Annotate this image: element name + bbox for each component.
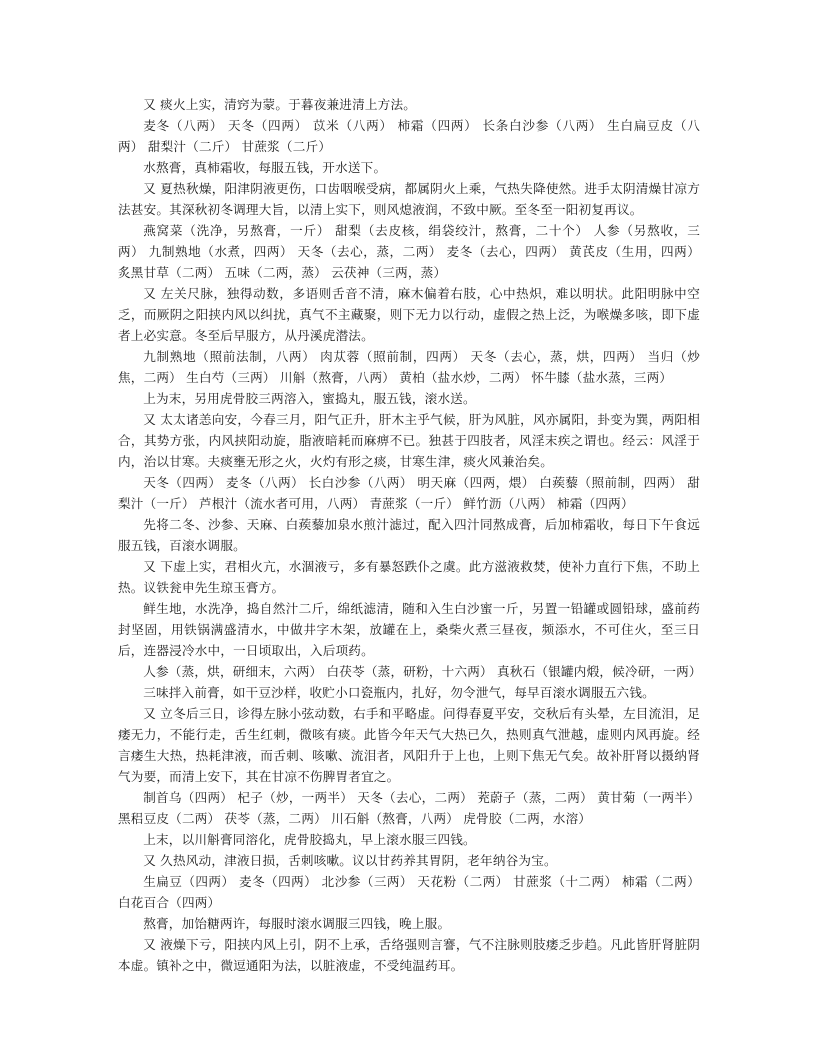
paragraph: 又 太太诸恙向安，今春三月，阳气正升，肝木主乎气候，肝为风脏，风亦属阳，卦变为巽，两阳相合，其势方张，内风挟阳动旋，脂液暗耗而麻痹不已。独甚于四肢者，风淫末疾之谓也。经云：风淫于内，治以甘寒。夫痰壅无形之火，火灼有形之痰，甘寒生津，痰火风兼治矣。 (118, 412, 700, 469)
paragraph: 又 下虚上实，君相火亢，水涸液亏，多有暴怒跌仆之虞。此方滋液救焚，使补力直行下焦，不助上热。议铁瓮申先生琼玉膏方。 (118, 559, 700, 595)
paragraph: 人参（蒸，烘，研细末，六两） 白茯苓（蒸，研粉，十六两） 真秋石（银罐内煅，候冷研，一两） (143, 664, 702, 679)
paragraph: 熬膏，加饴糖两许，每服时滚水调服三四钱，晚上服。 (143, 916, 451, 931)
paragraph: 又 液燥下亏，阳挟内风上引，阴不上承，舌络强则言謇，气不注脉则肢痿乏步趋。凡此皆肝肾脏阴本虚。镇补之中，微逗通阳为法，以脏液虚，不受纯温药耳。 (118, 937, 700, 973)
paragraph: 鲜生地，水洗净，捣自然汁二斤，绵纸滤清，随和入生白沙蜜一斤，另置一铅罐或圆铅球，盛前药封坚固，用铁锅满盛清水，中做井字木架，放罐在上，桑柴火煮三昼夜，频添水，不可住火，至三日后，连器浸冷水中，一日顷取出，入后项药。 (118, 601, 700, 658)
paragraph: 又 立冬后三日，诊得左脉小弦动数，右手和平略虚。问得春夏平安，交秋后有头晕，左目流泪，足痿无力，不能行走，舌生红刺，微咳有痰。此皆今年天气大热已久，热则真气泄越，虚则内风再旋。经言痿生大热，热耗津液，而舌刺、咳嗽、流泪者，风阳升于上也，上则下焦无气矣。故补肝肾以摄纳肾气为要，而清上安下，其在甘凉不伤脾胃者宜之。 (118, 706, 700, 784)
paragraph: 生扁豆（四两） 麦冬（四两） 北沙参（三两） 天花粉（二两） 甘蔗浆（十二两） 柿霜（二两） 白花百合（四两） (118, 874, 700, 910)
paragraph: 先将二冬、沙参、天麻、白蒺藜加泉水煎汁滤过，配入四汁同熬成膏，后加柿霜收，每日下午食远服五钱，百滚水调服。 (118, 517, 700, 553)
paragraph: 又 久热风动，津液日损，舌刺咳嗽。议以甘药养其胃阴，老年纳谷为宝。 (143, 853, 557, 868)
paragraph: 又 夏热秋燥，阳津阴液更伤，口齿咽喉受病，都属阴火上乘，气热失降使然。进手太阴清燥甘凉方法甚安。其深秋初冬调理大旨，以清上实下，则风熄液润，不致中厥。至冬至一阳初复再议。 (118, 181, 700, 217)
paragraph: 上末，以川斛膏同溶化，虎骨胶捣丸，早上滚水服三四钱。 (143, 832, 476, 847)
paragraph: 麦冬（八两） 天冬（四两） 苡米（八两） 柿霜（四两） 长条白沙参（八两） 生白扁豆皮（八两） 甜梨汁（二斤） 甘蔗浆（二斤） (118, 118, 700, 154)
document-page (118, 94, 700, 976)
paragraph: 又 左关尺脉，独得动数，多语则舌音不清，麻木偏着右肢，心中热炽，难以明状。此阳明脉中空乏，而厥阴之阳挟内风以纠扰，真气不主藏聚，则下无力以行动，虚假之热上泛，为喉燥多咳，即下虚者上必实意。冬至后早服方，从丹溪虎潜法。 (118, 286, 700, 343)
paragraph: 又 痰火上实，清窍为蒙。于暮夜兼进清上方法。 (143, 97, 417, 112)
paragraph: 三味拌入前膏，如干豆沙样，收贮小口瓷瓶内，扎好，勿令泄气，每早百滚水调服五六钱。 (143, 685, 655, 700)
paragraph: 燕窝菜（洗净，另熬膏，一斤） 甜梨（去皮核，绢袋绞汁，熬膏，二十个） 人参（另熬收，三两） 九制熟地（水煮，四两） 天冬（去心，蒸，二两） 麦冬（去心，四两） 黄芪皮（生用，四两） 炙黑甘草（二两） 五味（二两，蒸） 云茯神（三两，蒸） (118, 223, 700, 280)
paragraph: 制首乌（四两） 杞子（炒，一两半） 天冬（去心，二两） 茺蔚子（蒸，二两） 黄甘菊（一两半） 黑稆豆皮（二两） 茯苓（蒸，二两） 川石斛（熬膏，八两） 虎骨胶（二两，水溶） (118, 790, 700, 826)
paragraph: 九制熟地（照前法制，八两） 肉苁蓉（照前制，四两） 天冬（去心，蒸，烘，四两） 当归（炒焦，二两） 生白芍（三两） 川斛（熬膏，八两） 黄柏（盐水炒，二两） 怀牛膝（盐水蒸，三两） (118, 349, 700, 385)
paragraph: 天冬（四两） 麦冬（八两） 长白沙参（八两） 明天麻（四两，煨） 白蒺藜（照前制，四两） 甜梨汁（一斤） 芦根汁（流水者可用，八两） 青蔗浆（一斤） 鲜竹沥（八两） 柿霜（四两） (118, 475, 700, 511)
paragraph: 上为末，另用虎骨胶三两溶入，蜜捣丸，服五钱，滚水送。 (143, 391, 476, 406)
paragraph: 水熬膏，真柿霜收，每服五钱，开水送下。 (143, 160, 387, 175)
